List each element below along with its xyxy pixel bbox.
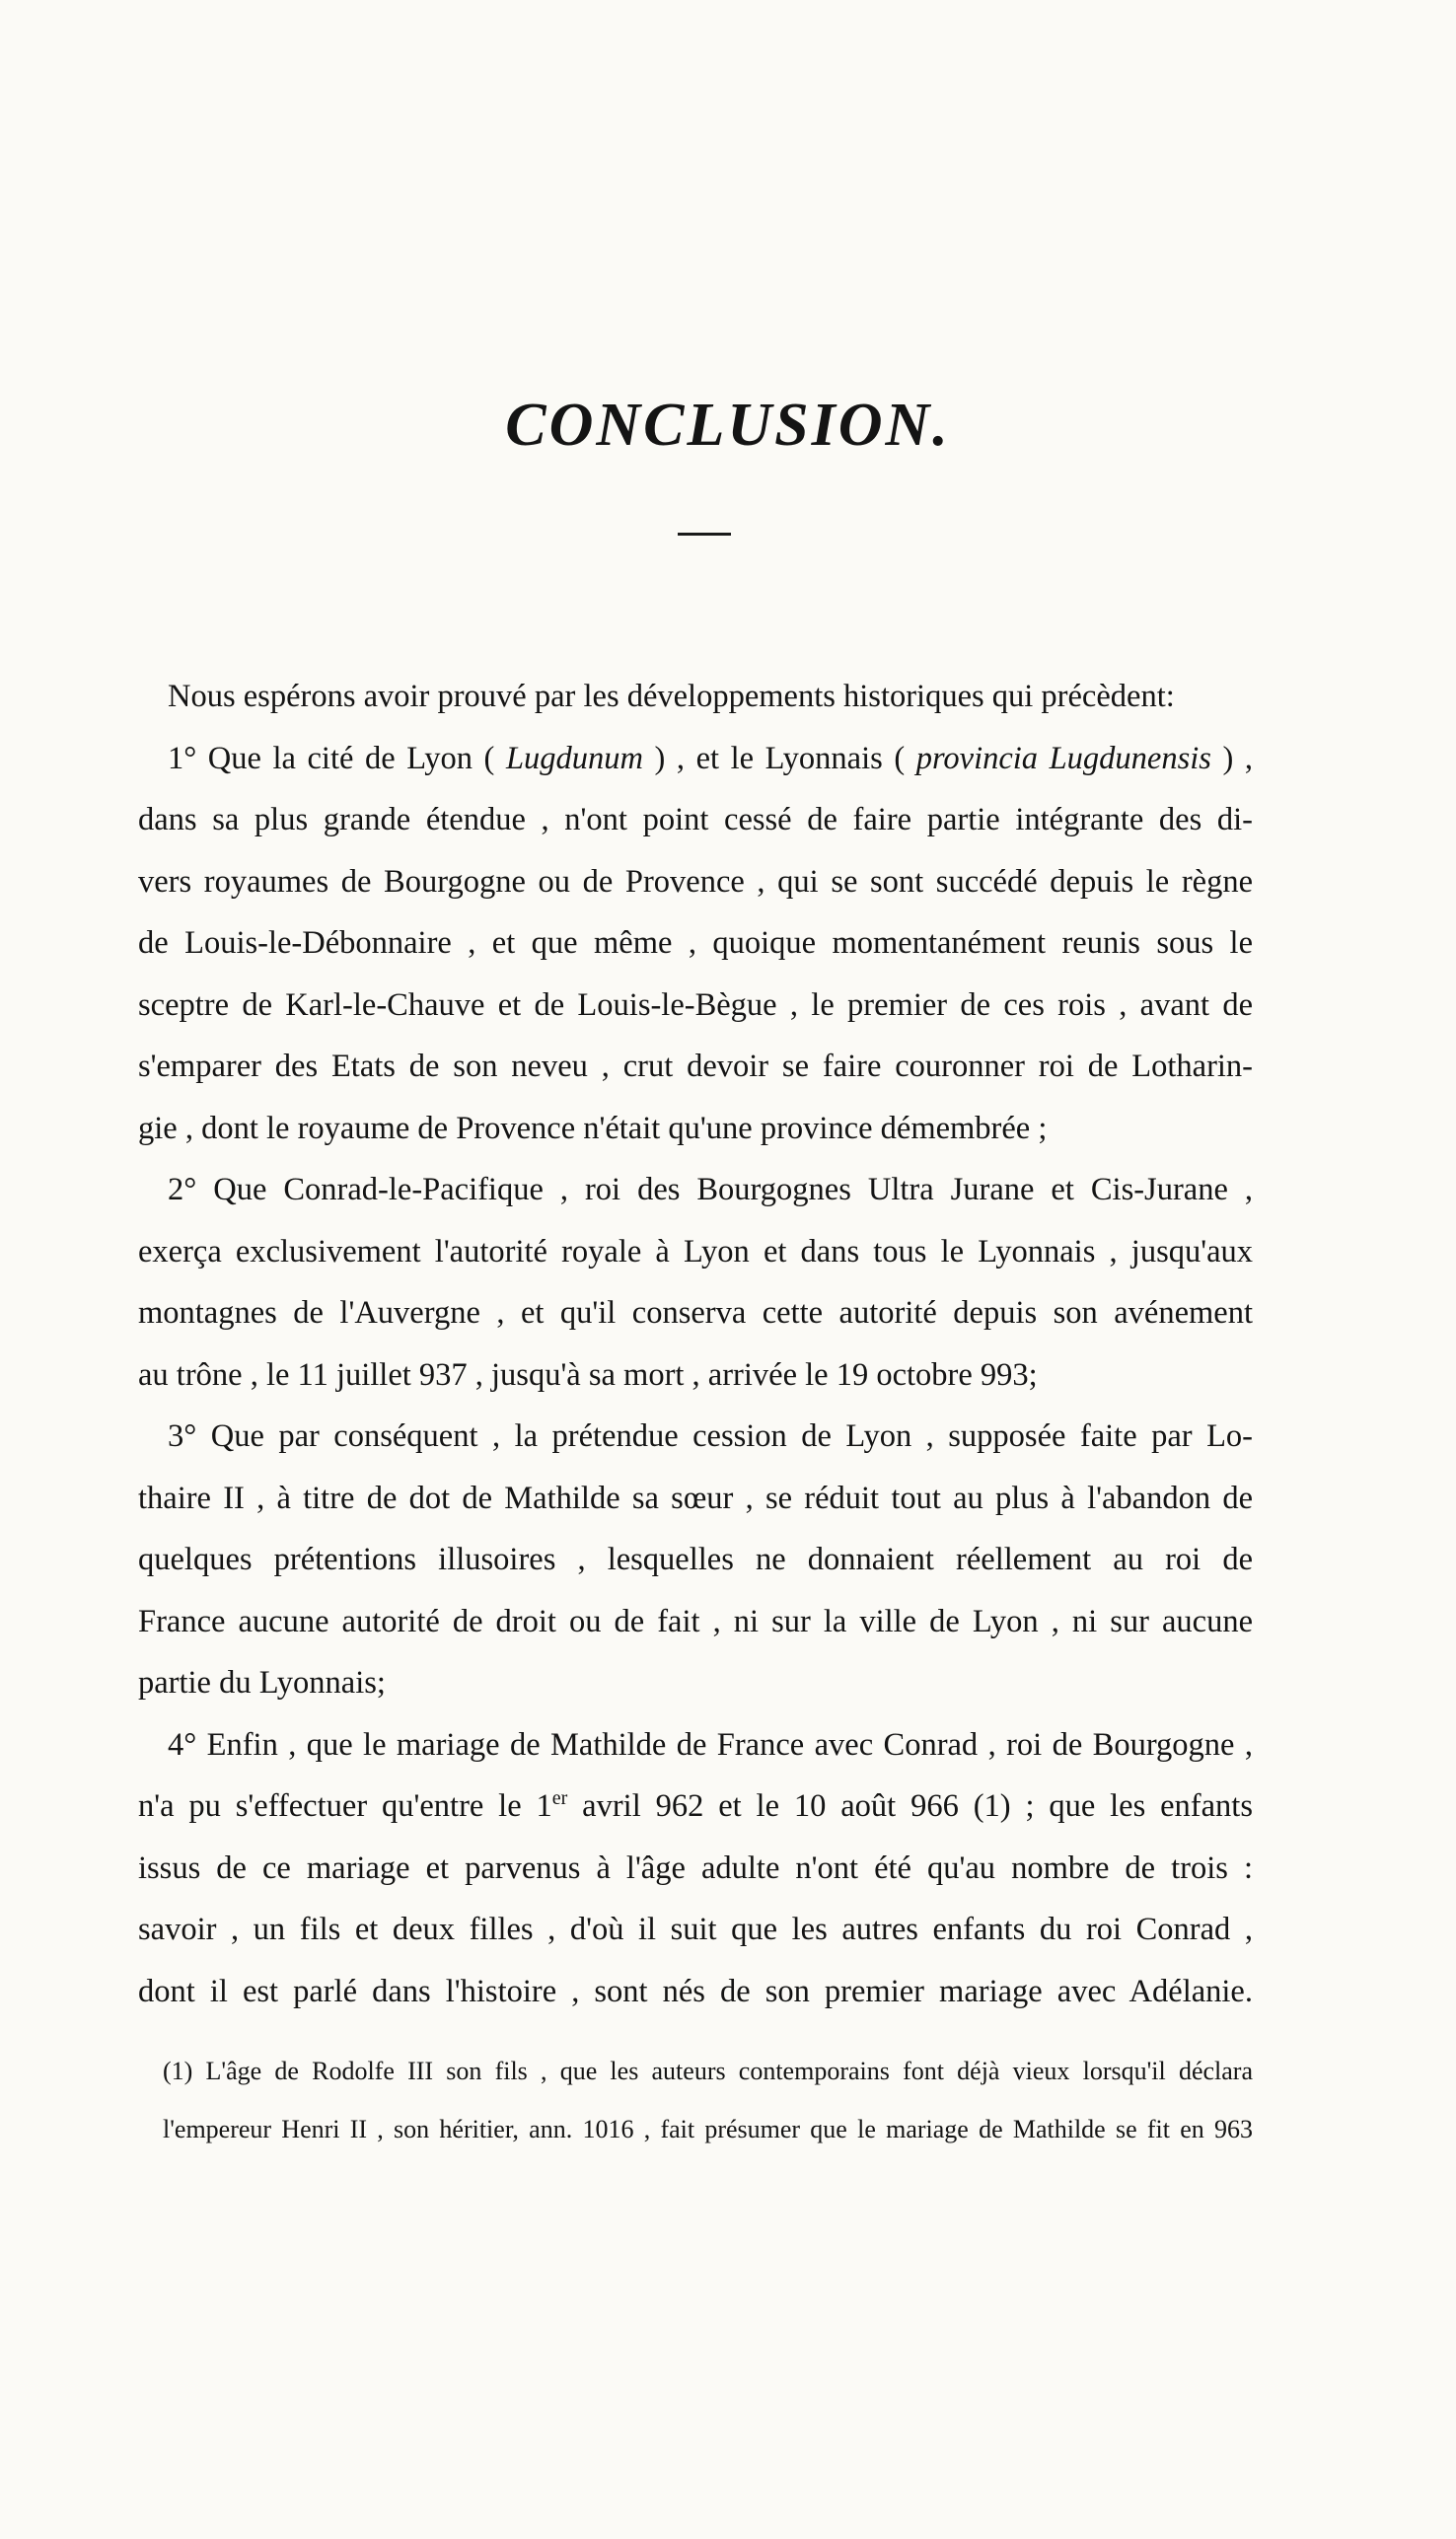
text-line: France aucune autorité de droit ou de fait , ni sur la ville de Lyon , ni sur aucune bbox=[138, 1603, 1253, 1639]
paragraph-1 bbox=[138, 728, 1253, 1160]
footnote-line: (1) L'âge de Rodolfe III son fils , que les auteurs contemporains font déjà vieux lorsqu'il déclara bbox=[163, 2057, 1253, 2085]
paragraph-3 bbox=[138, 1406, 1253, 1714]
text-line: issus de ce mariage et parvenus à l'âge adulte n'ont été qu'au nombre de trois : bbox=[138, 1850, 1253, 1886]
text-line: partie du Lyonnais; bbox=[138, 1665, 386, 1701]
text-line: savoir , un fils et deux filles , d'où il suit que les autres enfants du roi Conrad , bbox=[138, 1912, 1253, 1947]
text-line: gie , dont le royaume de Provence n'était qu'une province démembrée ; bbox=[138, 1110, 1048, 1146]
text-line: dont il est parlé dans l'histoire , sont nés de son premier mariage avec Adélanie. bbox=[138, 1973, 1253, 2009]
footnote-line: l'empereur Henri II , son héritier, ann. 1016 , fait présumer que le mariage de Mathilde se fit en 963 bbox=[163, 2115, 1253, 2143]
text-line: 2° Que Conrad-le-Pacifique , roi des Bourgognes Ultra Jurane et Cis-Jurane , bbox=[168, 1172, 1253, 1207]
latin-term: Lugdunum bbox=[505, 740, 643, 776]
text-line: quelques prétentions illusoires , lesquelles ne donnaient réellement au roi de bbox=[138, 1542, 1253, 1577]
body-text bbox=[138, 666, 1253, 2022]
text-line: thaire II , à titre de dot de Mathilde sa sœur , se réduit tout au plus à l'abandon de bbox=[138, 1480, 1253, 1516]
paragraph-2 bbox=[138, 1159, 1253, 1406]
text-line: montagnes de l'Auvergne , et qu'il conserva cette autorité depuis son avénement bbox=[138, 1295, 1253, 1331]
text-line: n'a pu s'effectuer qu'entre le 1er avril 962 et le 10 août 966 (1) ; que les enfants bbox=[138, 1787, 1253, 1824]
text-line: sceptre de Karl-le-Chauve et de Louis-le-Bègue , le premier de ces rois , avant de bbox=[138, 986, 1253, 1023]
text-line: Nous espérons avoir prouvé par les développements historiques qui précèdent: bbox=[168, 679, 1175, 714]
latin-term: provincia Lugdunensis bbox=[915, 740, 1211, 776]
text-line: dans sa plus grande étendue , n'ont point cessé de faire partie intégrante des di- bbox=[138, 802, 1253, 837]
text-line: 4° Enfin , que le mariage de Mathilde de France avec Conrad , roi de Bourgogne , bbox=[168, 1726, 1253, 1763]
footnote bbox=[163, 2042, 1253, 2158]
page-title: CONCLUSION. bbox=[505, 392, 951, 459]
text-line: s'emparer des Etats de son neveu , crut devoir se faire couronner roi de Lotharin- bbox=[138, 1049, 1253, 1084]
text-line: exerça exclusivement l'autorité royale à Lyon et dans tous le Lyonnais , jusqu'aux bbox=[138, 1233, 1253, 1270]
text-line: 1° Que la cité de Lyon ( Lugdunum ) , et le Lyonnais ( provincia Lugdunensis ) , bbox=[168, 740, 1253, 776]
paragraph-4 bbox=[138, 1714, 1253, 2023]
text-line: 3° Que par conséquent , la prétendue cession de Lyon , supposée faite par Lo- bbox=[168, 1418, 1253, 1454]
text-line: de Louis-le-Débonnaire , et que même , quoique momentanément reunis sous le bbox=[138, 925, 1253, 961]
title-rule bbox=[678, 533, 731, 536]
paragraph-intro bbox=[138, 666, 1253, 728]
text-line: vers royaumes de Bourgogne ou de Provence , qui se sont succédé depuis le règne bbox=[138, 863, 1253, 900]
text-line: au trône , le 11 juillet 937 , jusqu'à sa mort , arrivée le 19 octobre 993; bbox=[138, 1356, 1038, 1393]
